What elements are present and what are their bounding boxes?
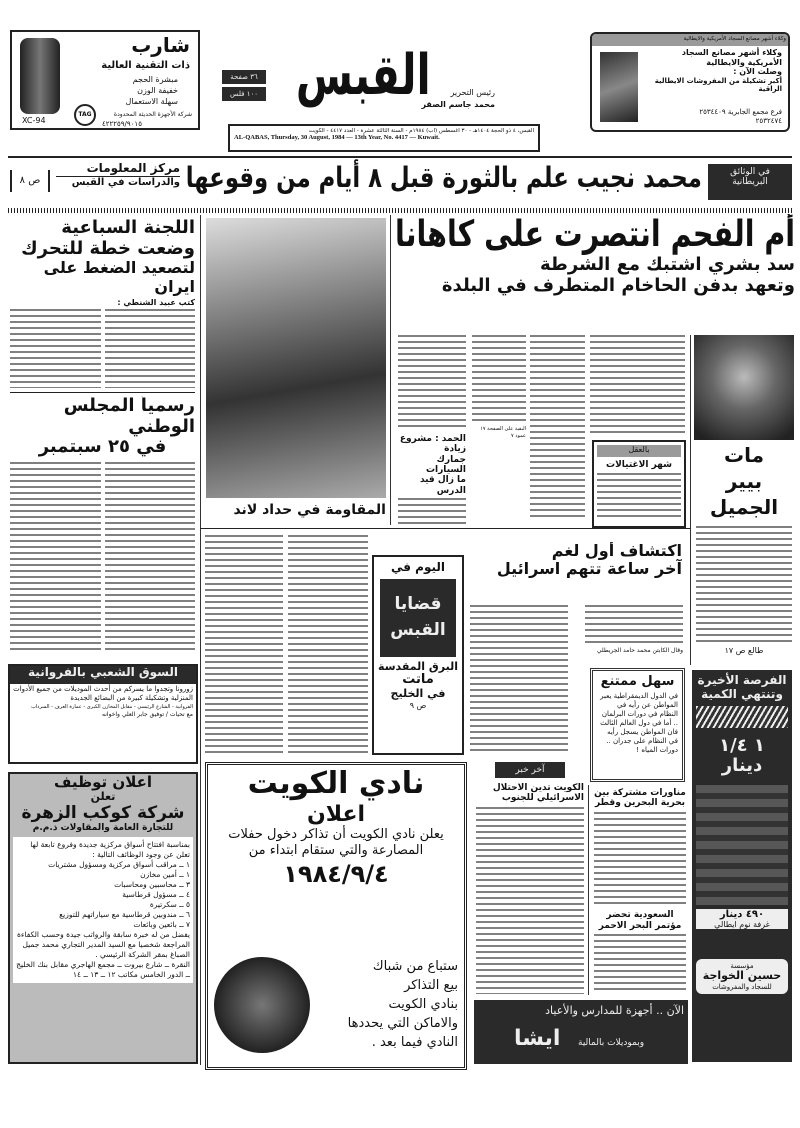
article-text	[585, 605, 683, 643]
divider	[390, 215, 391, 525]
ad-job	[8, 772, 198, 1064]
company-name: شركة كوكب الزهرة	[21, 802, 185, 823]
article-text	[398, 335, 466, 431]
banner-label: في الوثائق البريطانية	[708, 164, 792, 200]
ad-brand: شارب	[131, 33, 190, 57]
feature: مبشرة الحجم	[132, 75, 178, 84]
story-headline: لتصعيد الضغط على ايران	[43, 258, 195, 296]
gemayel-headline: الجميل	[709, 495, 779, 519]
job-item: ٧ ــ بائعين وبائعات	[133, 919, 190, 929]
mine-heads	[470, 542, 682, 602]
article-text	[205, 535, 283, 755]
ad-bottom	[474, 1000, 688, 1064]
date-english: AL-QABAS, Thursday, 30 August, 1984 — 13th Year, No. 4417 — Kuwait.	[234, 134, 440, 141]
intro: بمناسبة افتتاح أسواق مركزية جديدة وفروع تابعة لها تعلن عن وجود الوظائف التالية :	[30, 839, 190, 859]
phone: ٢٥٣٤٤٠٩	[699, 108, 726, 116]
banner-headline	[186, 162, 702, 194]
club-sub: اعلان	[306, 801, 366, 827]
feature: سهلة الاستعمال	[125, 97, 178, 106]
footer: يفضل من له خبرة سابقة والرواتب جيدة وحسب الكفاءة المراجعة شخصيا مع السيد المدير التجاري محمد جميل الصباغ بمقر الشركة الرئيسي .	[16, 929, 190, 959]
continued: البقية على الصفحة ١٧ عمود ٧	[480, 426, 526, 439]
story-headline: اللجنة السباعية	[61, 218, 195, 238]
main-story-heads	[395, 214, 795, 330]
tag-logo: TAG	[74, 104, 96, 126]
assassinations-box	[592, 440, 686, 528]
main-headline-text: أم الفحم انتصرت على كاهانا	[395, 214, 795, 255]
ad-tagline: ذات التقنية العالية	[101, 60, 190, 71]
ticket-line: ستباع من شباك	[372, 959, 458, 974]
divider	[10, 392, 195, 393]
address: النقرة ــ شارع بيروت ــ مجمع الهاجري مقابل بنك الخليج ــ الدور الخامس مكاتب ١٢ ــ ١٣ ــ ١٤	[16, 959, 190, 979]
dealer: شركة الأجهزة الحديثة المحدودة	[113, 111, 192, 118]
ad-text	[642, 48, 782, 94]
bahrain-headline: بحرية البحرين وقطر	[594, 798, 686, 809]
qadaya-title: قضايا القبس	[380, 579, 456, 657]
editor-name: محمد جاسم الصقر	[421, 100, 495, 109]
wrestler-photo	[214, 957, 310, 1053]
story-headline: في ٢٥ سبتمبر	[38, 436, 167, 458]
story-headline: رسمياً المجلس الوطني	[63, 396, 195, 437]
article-text	[105, 462, 196, 654]
article-text	[696, 526, 792, 642]
club-title: نادي الكويت	[247, 766, 425, 801]
ad-price: ٤٩٠ دينار	[696, 909, 788, 921]
easy-body: في الدول الديمقراطية يعبر المواطن عن رأيه في النظام في دورات البرلمان .. أما في دول العالم الثالث فان المواطن يسجل رأيه في النظام على جدران .. دورات المياه !	[600, 691, 678, 754]
ad-souq	[8, 664, 198, 764]
article-text	[288, 535, 368, 755]
saudi-headline: السعودية تحضر	[606, 910, 674, 921]
latest-story	[476, 762, 584, 994]
ticket-line: النادي فيما بعد .	[371, 1035, 458, 1050]
carpet-image	[600, 52, 638, 122]
main-headline	[395, 214, 795, 255]
main-subhead: وتعهد بدفن الحاخام المتطرف في البلدة	[441, 275, 795, 297]
club-body: يعلن نادي الكويت أن تذاكر دخول حفلات المصارعة والتي ستقام ابتداء من	[228, 826, 444, 858]
ad-body: زورونا وتجدوا ما يسركم من أحدث الموديلات من جميع الأدوات المنزلية وتشكيلة كبيرة من البضائع الجديدة	[13, 685, 193, 702]
mine-headline: آخر ساعة تتهم اسرائيل	[496, 559, 682, 579]
ad-line: وصلت الآن :	[733, 67, 782, 76]
article-text	[590, 335, 685, 435]
info-center	[56, 162, 180, 202]
ticket-info	[310, 957, 458, 1052]
editor-label: رئيس التحرير	[450, 88, 495, 97]
job-item: ٥ ــ سكرتيرة	[149, 899, 190, 909]
article-text	[105, 309, 196, 388]
camera-image	[20, 38, 60, 114]
article-text	[470, 605, 568, 755]
ad-owner: مع تحيات / توفيق جابر العلي واخوانه	[102, 711, 193, 718]
feature-list	[125, 74, 178, 107]
gemayel-headline: مات	[724, 443, 764, 467]
bahrain-story	[592, 788, 688, 994]
divider	[200, 528, 690, 529]
ad-headline: الفرصة الأخيرة	[697, 673, 787, 687]
ticket-line: والاماكن التي يحددها	[347, 1016, 458, 1031]
divider	[8, 208, 792, 213]
decoration	[696, 706, 788, 728]
camera-model: XC-94	[22, 116, 46, 125]
club-date: ١٩٨٤/٩/٤	[283, 859, 389, 888]
ad-offers	[696, 785, 788, 905]
ad-brand: ايشا	[514, 1026, 561, 1051]
feature: خفيفة الوزن	[137, 86, 178, 95]
ad-price: ١ ١/٤ دينار	[719, 734, 765, 777]
ad-line: الأمريكية والايطالية	[706, 57, 782, 67]
easy-box	[590, 668, 685, 782]
logo	[272, 32, 431, 120]
job-item: ١ ــ مراقب أسواق مركزية ومسؤول مشتريات	[48, 859, 190, 869]
latest-headline: الاسرائيلي للجنوب	[501, 793, 584, 804]
ad-title: السوق الشعبي بالفروانية	[10, 666, 196, 684]
story-1	[10, 218, 195, 388]
photo-caption: المقاومة في حداد لاند	[233, 502, 386, 518]
ticket-line: بيع التذاكر	[404, 978, 458, 993]
job-item: ٣ ــ محاسبين ومحاسبات	[114, 879, 190, 889]
cars-headline: جمارك السيارات	[426, 454, 466, 476]
branch: فرع مجمع الجابرية	[727, 108, 782, 116]
info-center-title: مركز المعلومات	[56, 162, 180, 177]
job-item: ٤ ــ مسؤول قرطاسية	[122, 889, 190, 899]
ad-sharp	[10, 30, 200, 130]
ad-kuwait-club	[205, 762, 467, 1070]
ad-sub: تعلن	[90, 790, 116, 804]
box-title: شهر الاغتيالات	[606, 460, 672, 470]
article-text	[530, 335, 585, 520]
cars-headline: ما زال قيد الدرس	[419, 475, 466, 496]
main-subhead: سد بشري اشتبك مع الشرطة	[539, 254, 795, 276]
box-label: بالعقل	[597, 445, 681, 457]
ad-line: وبموديلات بالمالية	[578, 1038, 645, 1048]
latest-label: آخر خبر	[495, 762, 565, 778]
ticket-line: بنادي الكويت	[388, 997, 458, 1012]
latest-headline: الكويت تدين الاحتلال	[492, 783, 584, 793]
date-arabic: القبس، ٤ ذو الحجة ١٤٠٤هـ - ٣٠ أغسطس (آب) ١٩٨٤م - السنة الثالثة عشرة - العدد ٤٤١٧ - الكويت	[308, 128, 534, 134]
info-center-sub: والدراسات في القبس	[71, 176, 180, 188]
company-sub: للسجاد والمفروشات	[712, 983, 772, 992]
news-photo	[206, 218, 386, 498]
ad-contact	[642, 108, 782, 126]
price-pages: ٣٦ صفحة	[222, 70, 266, 84]
logo-text: القبس	[295, 43, 431, 108]
job-item: ٦ ــ مندوبين قرطاسية مع سياراتهم للتوزيع	[59, 909, 190, 919]
article-text	[10, 462, 101, 654]
bahrain-headline: مناورات مشتركة بين	[594, 788, 686, 798]
continued: طالع ص ١٧	[724, 646, 764, 655]
job-details	[13, 837, 193, 983]
article-text	[472, 335, 526, 423]
article-columns	[10, 309, 195, 388]
qadaya-headline: ماتت	[402, 672, 434, 688]
ad-line: أكبر تشكيلة من المفروشات الايطالية الراقية	[654, 76, 782, 93]
story-2	[10, 396, 195, 654]
phone: ٢٥٣٢٤٧٤	[755, 117, 782, 125]
divider	[8, 156, 792, 158]
ad-address: الفروانية - الشارع الرئيسي - مقابل المخازن الكبرى - عمارة العرف - السرداب	[31, 704, 193, 710]
easy-title: سهل ممتنع	[600, 674, 675, 689]
ad-top-strip: وكلاء أشهر مصانع السجاد الأمريكية والايطالية	[592, 34, 788, 46]
cars-headline: الحمد : مشروع زيادة	[399, 434, 466, 455]
article-columns	[10, 462, 195, 654]
qadaya-box	[372, 555, 464, 755]
article-text	[594, 934, 686, 994]
ad-line: غرفة نوم ايطالي	[696, 920, 788, 929]
divider	[200, 215, 201, 1065]
article-text	[594, 812, 686, 908]
qadaya-headline: البرق المقدسة	[378, 659, 458, 673]
divider	[588, 785, 589, 995]
divider	[690, 335, 691, 665]
page-ref: ص ٨	[10, 170, 50, 192]
company-sub: للتجارة العامة والمقاولات ذ.م.م	[32, 823, 174, 834]
qadaya-headline: في الخليج	[390, 687, 446, 701]
ad-title: اعلان توظيف	[54, 773, 152, 791]
box-text	[597, 473, 681, 517]
company-label: مؤسسة	[730, 962, 754, 971]
byline: وقال الكابتن محمد حامد الجريطلي	[596, 647, 683, 654]
company-box	[696, 959, 788, 994]
story-headline: وضعت خطة للتحرك	[21, 237, 195, 259]
saudi-headline: مؤتمر البحر الاحمر	[598, 920, 682, 931]
page-ref: ص ٩	[409, 701, 427, 711]
gemayel-headline: بيير	[725, 469, 763, 493]
ad-line: الآن .. أجهزة للمدارس والأعياد	[545, 1004, 684, 1017]
ad-furniture	[692, 670, 792, 1062]
dateline	[228, 124, 540, 152]
company-name: حسين الخواجة	[702, 969, 782, 983]
article-text	[10, 309, 101, 388]
ad-line: وكلاء أشهر مصانع السجاد	[681, 48, 782, 57]
price: ١٠٠ فلس	[222, 87, 266, 101]
banner-headline-text: محمد نجيب علم بالثورة قبل ٨ أيام من وقوعها	[185, 161, 702, 194]
ad-headline: وتنتهي الكمية	[701, 686, 783, 701]
byline: كتب عبيد الشنطي :	[117, 298, 195, 308]
article-text	[398, 498, 466, 524]
gemayel-photo	[694, 335, 794, 440]
mine-headline: اكتشاف أول لغم	[551, 542, 682, 560]
article-text	[476, 807, 584, 994]
qadaya-top: اليوم في	[390, 560, 445, 574]
phone: ٤٢٢٢٥٩/٩٠١٥	[102, 120, 142, 128]
ad-carpets	[590, 32, 790, 132]
job-item: ١ ــ أمين مخازن	[140, 869, 190, 879]
cars-story	[398, 434, 466, 524]
